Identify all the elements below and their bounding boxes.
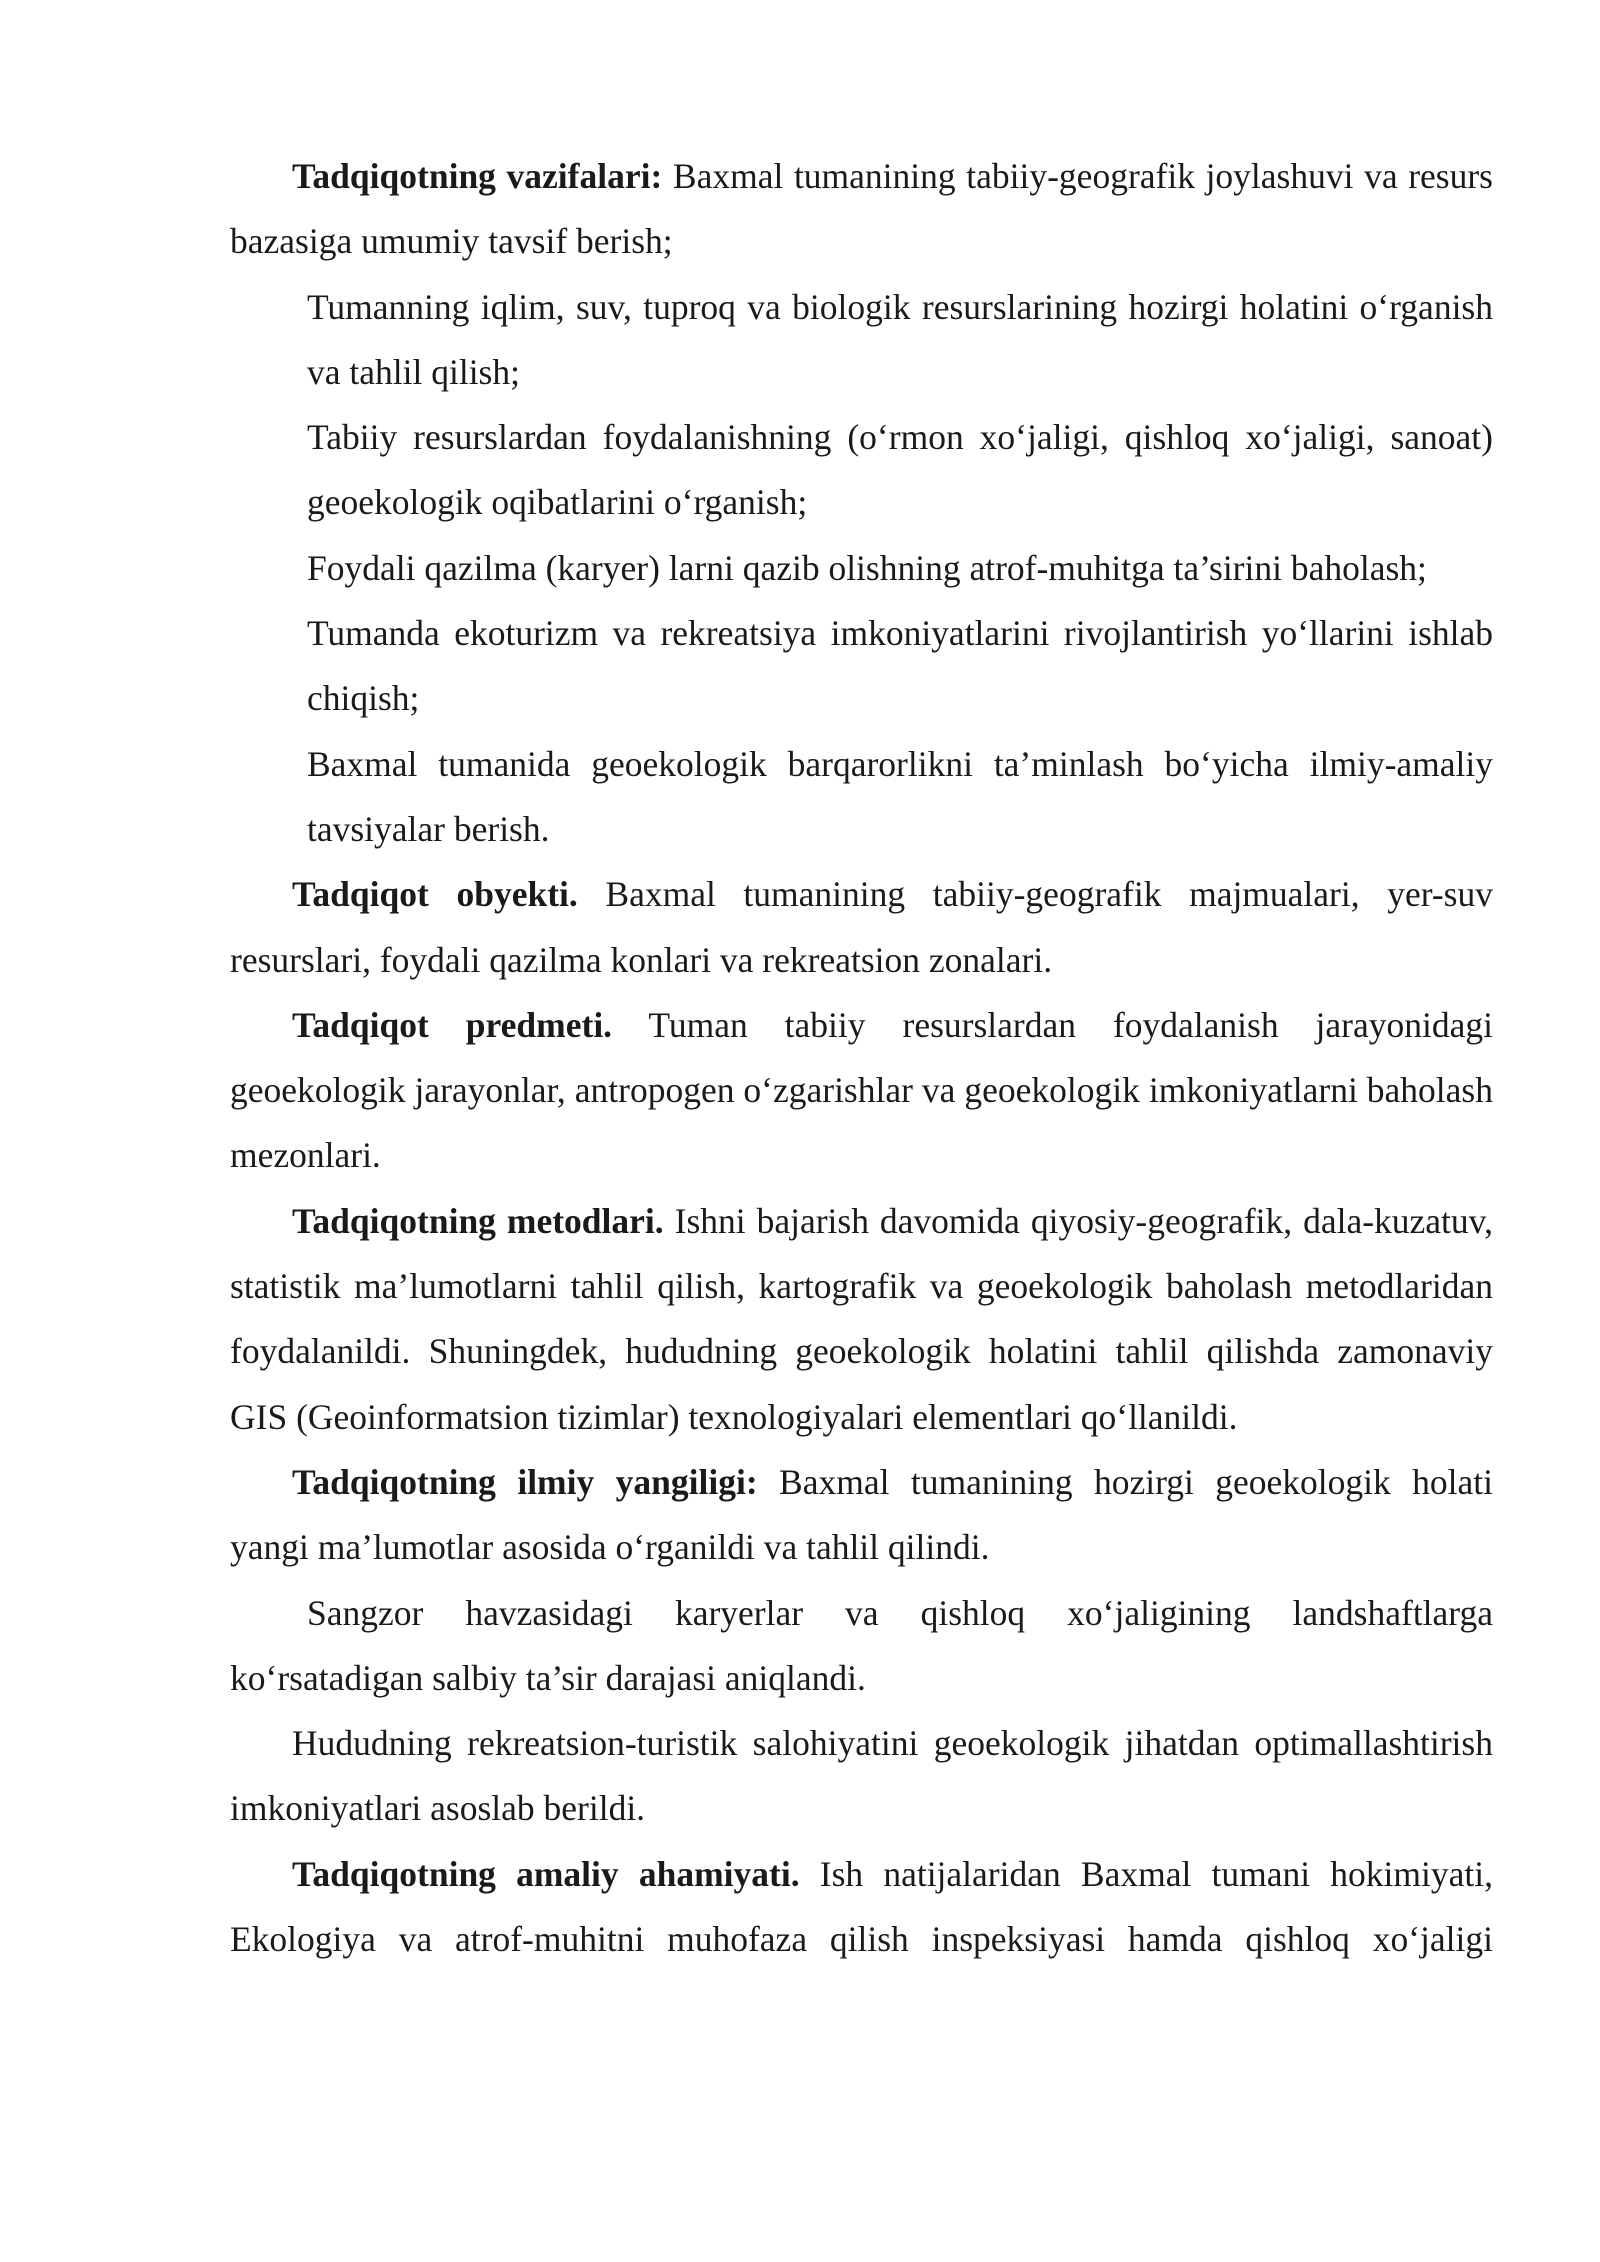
paragraph-text: Ish natijalaridan Baxmal tumani hokimiyati, Ekologiya va atrof-muhitni muhofaza qilish inspeksiyasi hamda qishloq xo‘jaligi xyxy=(230,1853,1493,1960)
paragraph-text: Tumanning iqlim, suv, tuproq va biologik resurslarining hozirgi holatini o‘rganish va tahlil qilish; xyxy=(307,286,1493,392)
paragraph-text: Sangzor havzasidagi karyerlar va qishloq xo‘jaligining landshaftlarga ko‘rsatadigan salbiy ta’sir darajasi aniqlandi. xyxy=(230,1592,1493,1698)
paragraph-obyekt xyxy=(230,862,1493,993)
paragraph-text: Baxmal tumanining hozirgi geoekologik holati yangi ma’lumotlar asosida o‘rganildi va tahlil qilindi. xyxy=(230,1461,1493,1568)
paragraph-term: Tadqiqotning vazifalari: xyxy=(292,156,663,196)
list-item-vazifa-5 xyxy=(230,732,1493,863)
paragraph-text: Tumanda ekoturizm va rekreatsiya imkoniyatlarini rivojlantirish yo‘llarini ishlab chiqish; xyxy=(307,613,1493,719)
list-item-vazifa-2 xyxy=(230,405,1493,536)
paragraph-vazifalar xyxy=(230,144,1493,275)
paragraph-yangilik-3 xyxy=(230,1711,1493,1842)
paragraph-text: Baxmal tumanida geoekologik barqarorlikni ta’minlash bo‘yicha ilmiy-amaliy tavsiyalar berish. xyxy=(307,743,1493,849)
paragraph-term: Tadqiqot obyekti. xyxy=(292,874,578,915)
list-item-vazifa-3 xyxy=(230,536,1493,601)
paragraph-term: Tadqiqotning ilmiy yangiligi: xyxy=(292,1461,758,1502)
paragraph-text: Ishni bajarish davomida qiyosiy-geografik, dala-kuzatuv, statistik ma’lumotlarni tahlil qilish, kartografik va geoekologik baholash metodlaridan foydalanildi. Shuningdek, hududning geoekologik holatini tahlil qilishda zamonaviy GIS (Geoinformatsion tizimlar) texnologiyalari elementlari qo‘llanildi. xyxy=(230,1200,1493,1437)
list-item-vazifa-4 xyxy=(230,601,1493,732)
paragraph-text: Tabiiy resurslardan foydalanishning (o‘rmon xo‘jaligi, qishloq xo‘jaligi, sanoat) geoekologik oqibatlarini o‘rganish; xyxy=(307,417,1493,523)
paragraph-predmet xyxy=(230,993,1493,1189)
paragraph-term: Tadqiqot predmeti. xyxy=(292,1004,613,1045)
paragraph-amaliy xyxy=(230,1842,1493,1973)
list-item-vazifa-1 xyxy=(230,275,1493,406)
paragraph-yangilik xyxy=(230,1450,1493,1581)
paragraph-text: Baxmal tumanining tabiiy-geografik joylashuvi va resurs bazasiga umumiy tavsif berish; xyxy=(230,156,1493,262)
paragraph-metodlar xyxy=(230,1189,1493,1450)
paragraph-text: Baxmal tumanining tabiiy-geografik majmualari, yer-suv resurslari, foydali qazilma konlari va rekreatsion zonalari. xyxy=(230,874,1493,980)
paragraph-term: Tadqiqotning metodlari. xyxy=(292,1200,664,1241)
document-page xyxy=(230,144,1493,1972)
paragraph-term: Tadqiqotning amaliy ahamiyati. xyxy=(292,1853,800,1894)
paragraph-text: Foydali qazilma (karyer) larni qazib olishning atrof-muhitga ta’sirini baholash; xyxy=(307,547,1427,588)
paragraph-text: Tuman tabiiy resurslardan foydalanish jarayonidagi geoekologik jarayonlar, antropogen o‘zgarishlar va geoekologik imkoniyatlarni baholash mezonlari. xyxy=(230,1004,1493,1176)
paragraph-text: Hududning rekreatsion-turistik salohiyatini geoekologik jihatdan optimallashtirish imkoniyatlari asoslab berildi. xyxy=(230,1723,1493,1829)
paragraph-yangilik-2 xyxy=(230,1581,1493,1712)
